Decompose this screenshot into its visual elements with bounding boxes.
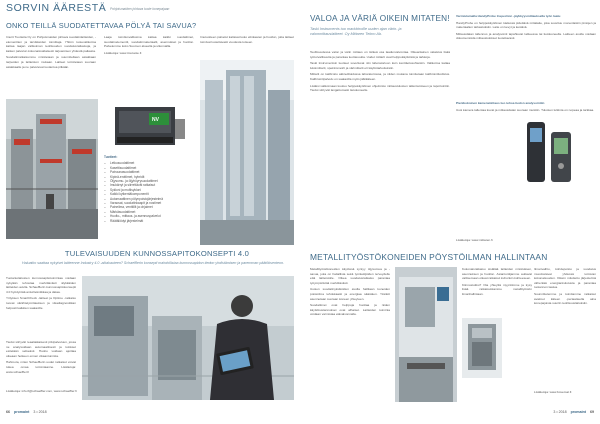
factory-photo (6, 99, 98, 239)
article1-col1-p2: Suodatinratkaisumme mitoitetaan ja suunnitellaan asiakkaan tarpeiden ja laitteiston mukaan. Laitteet toimitetaan suoraan asiakkaalle ja ne palvelevat tuotantoa pitkään. (6, 55, 96, 69)
svg-text:NV: NV (152, 117, 159, 123)
right-footer (553, 410, 594, 414)
article4-contact: Lisätietoja: www.bovemat.fi (534, 390, 572, 394)
left-footer-issue: 3 • 2018 (33, 410, 47, 414)
article3-col2-head1: Varmistamalla HandyProbe Inspection -jäykkyysmittauksella työn laatu (456, 14, 561, 18)
handyprobe-device-photo (507, 118, 597, 188)
filter-unit-photo (462, 318, 502, 378)
article1-col2-p2: Lisätietoja: www.imutuote.fi (104, 50, 142, 55)
article2-col1-p2: Yrityksen SmartCheck -laitteet ja Optime -ratkaisu tuovat värähtelymittauksen ja vikadiagnostiikan helposti kaikkien saataville. (6, 296, 76, 310)
article4-col3-p2: Suunnittelemme ja toimitamme ratkaisut avaimet käteen -periaatteella aina konepajoista suuriin teollisuuslaitoksiin. (534, 291, 596, 306)
list-item: – Märkäsuodattimet (104, 210, 196, 214)
article2-contact: Lisätietoja: info.fi@schaeffler.com, www.schaeffler.fi (6, 389, 77, 393)
article3-title: VALOA JA VÄRIÄ OIKEIN MITATEN! (310, 14, 450, 23)
list-item: – Räätälöidyt järjestelmät (104, 219, 196, 223)
list-item: – Kaikki kytkentäkomponentit (104, 192, 196, 196)
right-footer-issue: 3 • 2018 (553, 410, 567, 414)
article1-col1-p1: Imurit Tuotteita Oy on Pohjoismaiden johtava suodatinlaitteiden, -elementtien ja tarvikkeiden toimittaja. Yhtiön tuotevalikoima kattaa laajan valikoiman teollisuuden suodatusratkaisuja, ja kaiken palvelun kokonaisvaltaisesti tarjoamisen yhdestä paikasta. (6, 35, 96, 53)
list-item: – Kasettisuodattimet (104, 166, 196, 170)
article2-col2-p2: Hahmota, miten Schaefflerin uudet ratkaisut voivat tukea omaa toimintaanne. Lisätietoja: www.schaeffler.fi (6, 360, 76, 374)
section-label: SORVIN ÄÄRESTÄ (6, 2, 107, 14)
list-item: – Imukärryt ja siirrettävät ratkaisut (104, 183, 196, 187)
article1-col2-p1: Laaja toimitusvalikoima kattaa kaikki suodattimet, suodatinelementit, suodatinmateriaalit, asennukset ja huollon. Palvelemme koko Suomen alueella ja ulkomailla. (104, 35, 194, 49)
list-item: – Patruunasuodattimet (104, 170, 196, 174)
article3-lead: Taski Instruments tuo markkinoille uuden ajan värin- ja valonmittauslaitteet. Oy Mittaren Tekno Ab. (310, 27, 402, 36)
tuotteet-block (104, 155, 196, 245)
article4-title: METALLITYÖSTÖKONEIDEN PÖYSTÖILMAN HALLINTAAN (310, 252, 548, 262)
list-item: – Sykloni ja multisykloni (104, 188, 196, 192)
article2-col2-p1: Tiedot siirtyvät reaaliaikaisesti pilvipalveluun, jossa ne analysoidaan automaattisesti ja tulokset esitetään selkeästi. Huolto voidaan ajoittaa oikeaan hetkeen ennen vikaantumista. (6, 340, 76, 358)
left-footer (6, 410, 47, 414)
filter-bags-photo (200, 60, 294, 245)
article3-col2-p3: Uusi kamera tallentaa kuvat ja mittausdatan suoraan muistiin. Tulosten tulkinta on nopeaa ja tarkkaa. (456, 107, 595, 112)
article3-col2-p2: Mittausdatan tallennus ja analysointi tapahtuvat laitteessa tai tietokoneella. Laitteen avulla voidaan dokumentoida mittaustulokset luotettavasti. (456, 31, 596, 41)
article3-contact: Lisätietoja: www.mittaren.fi (456, 238, 493, 242)
dust-collector-graphic (105, 99, 191, 153)
right-page (302, 0, 600, 424)
list-item: – Varaosat, suodatinkaapit ja nostimet (104, 201, 196, 205)
article4-col2-p1: Kokonaisratkaisu sisältää laitteiden mitoituksen, asennuksen ja huollon. Asiantuntijamme auttavat valitsemaan oikeat ratkaisut kuhunkin kohteeseen. (462, 267, 532, 281)
tuotteet-list (104, 161, 196, 223)
article3-col2-head2: Pienikokoinen kameramittaus tuo tehoa tiedon analysointiin (456, 100, 545, 105)
article4-col1-p1: Metallityöstökoneiden käytössä syntyy öljysumua ja -savua, joka on haitallista sekä työntekijöiden terveydelle että laitteistolle. Oikea suodatusratkaisu parantaa työympäristöä merkittävästi. (310, 267, 390, 285)
article3-col1 (310, 50, 450, 245)
article4-col1-p2: Uusien suodatinyksiköiden avulla hallitaan koneiden poistoilma tehokkaasti ja energiaa säästäen. Yksiköt asennetaan suoraan koneen yhteyteen. (310, 287, 390, 301)
list-item: – Paineilma, venttiilit ja ohjaimet (104, 205, 196, 209)
article2-lead: Haluatko saattaa nykyiset laitteenne Industry 4.0 -aikakauteen? Schaefflerin konsepti mahdollistaa kunnossapidon tiedon yhdistämisen ja paremman päätöksenteon. (22, 261, 284, 265)
article1-title: ONKO TEILLÄ SUODATETTAVAA PÖLYÄ TAI SAVUA? (6, 21, 197, 30)
tuotteet-label: Tuotteet: (104, 155, 118, 159)
article3-col1-p3: Mittarit on kalibroitu akkreditoidussa laboratoriossa, ja niiden mukana toimitetaan kalibrointitodistus. Kalibrointipalvelu on saatavilla myös jälkikäteen. (310, 72, 450, 81)
article1-col3: Imutuotteen palvelut kattavat koko elinkaaren ja huollon, jotta laitteet toimivat luotettavasti vuodesta toiseen. (200, 35, 294, 44)
article4-col3-p1: Ilmanvaihto, kohdepoisto ja suodatus muodostavat yhdessä toimivan kokonaisuuden. Oikein mitoitettu järjestelmä vähentää energiankulutusta ja parantaa tuotannon laatua. (534, 267, 596, 290)
article2-title: TULEVAISUUDEN KUNNOSSAPITOKONSEPTI 4.0 (64, 249, 250, 258)
article3-col1-p1: Teollisuudessa valon ja värin mittaus on tärkeä osa laadunvalvontaa. Oikeanlainen valaistus lisää työturvallisuutta ja parantaa tuottavuutta. Uudet mittarit ovat helppokäyttöisiä ja tarkkoja. (310, 50, 450, 59)
list-item: – Huolto-, mittaus- ja asennuspalvelut (104, 214, 196, 218)
article3-col1-p2: Taski Instrumentsin tuotteet soveltuvat niin laboratorioon kuin kenttäolosuhteisiin. Valikoima kattaa luksimittarit, spektrometrit ja värimittarit eri käyttötarkoituksiin. (310, 61, 450, 70)
left-footer-mag: promaint (14, 410, 30, 414)
section-sub: Pohjoismaiden johtava tuote konepajaan (110, 7, 170, 11)
article4-col2-p2: Kiinnostuitko? Ota yhteyttä myyntiimme ja kysy lisää ratkaisuistamme metallityöstön ilmanhallintaan. (462, 282, 532, 296)
article3-col1-p4: Lisäksi valikoimaan kuuluu helppokäyttöinen ohjelmisto mittaustulosten tallentamiseen ja raportointiin. Tiedot siirtyvät langattomasti tietokoneelle. (310, 83, 450, 93)
list-item: – Öljysumu- ja öljyhöyrysuodattimet (104, 179, 196, 183)
right-footer-mag: promaint (570, 410, 586, 414)
list-item: – Automaattinen pölynpoistojärjestelmä (104, 197, 196, 201)
left-page (0, 0, 298, 424)
right-page-number: 69 (590, 410, 594, 414)
article3-col2-p1: HandyProbe on helppokäyttöinen kädessä pidettävä mittalaite, joka soveltuu monenlaisiin pintojen ja materiaalien tarkastuksiin. Laite on kevyt ja kestävä. (456, 20, 596, 30)
article4-col1 (310, 267, 390, 402)
list-item: – Kipinä-erottimet, hybridit (104, 175, 196, 179)
article2-col1-p1: Tuotantolaitosten kunnossapitotoimintaa voidaan nykyään tehostaa merkittävästi älykkäiden laitteiden avulla. Schaefflerin kunnossapitokonsepti 4.0 hyödyntää anturitekniikkaa ja dataa. (6, 276, 76, 294)
left-page-number: 66 (6, 410, 10, 414)
article4-col1-p3: Suodattimet ovat helppoja huoltaa ja niiden käyttökustannukset ovat alhaiset. Laitteiden toiminta voidaan varmistaa etävalvonnalla. (310, 303, 390, 317)
cnc-machine-photo (395, 267, 457, 402)
article4-col3 (534, 267, 596, 387)
list-item: – Letkusuodattimet (104, 161, 196, 165)
worker-tablet-photo (82, 276, 294, 400)
article2-col2 (6, 340, 76, 385)
